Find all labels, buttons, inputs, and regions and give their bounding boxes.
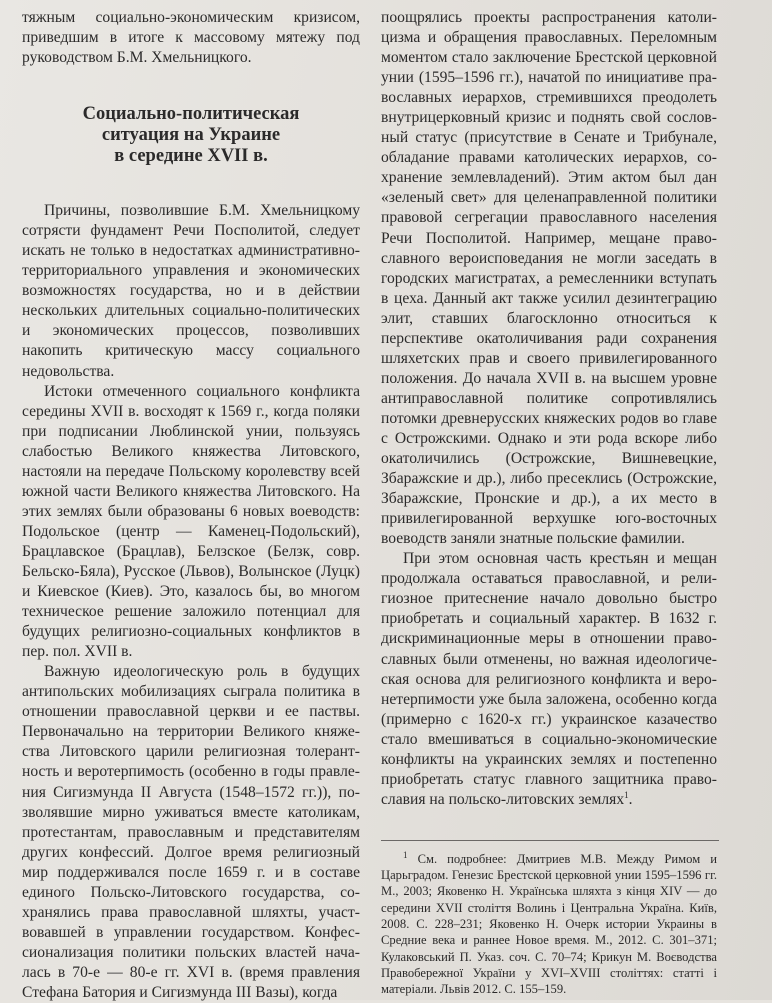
footnote [381, 851, 717, 998]
footnote-reference: 1 [624, 789, 629, 800]
paragraph: Важную идеологическую роль в будущих антипольских мобилизациях сыграла политика в отношении православной церкви и ее паствы. Первоначально на территории Великого княжества Литовского царили религиозная толерантность и веротерпимость (особенно в годы правления Сигизмунда II Августа (1548–1572 гг.)), позволявшие мирно уживаться вместе католикам, протестантам, православным и представителям других конфессий. Долгое время религиозный мир поддерживался после 1659 г. и в составе единого Польско-Литовского государства, сохранялись права православной шляхты, участвовавшей в управлении государством. Конфессионализация политики польских властей началась в 70-е — 80-е гг. XVI в. (время правления Стефана Батория и Сигизмунда III Вазы), когда [22, 663, 360, 1001]
footnote-mark: 1 [403, 849, 408, 860]
right-column [381, 8, 717, 998]
paragraph: поощрялись проекты распространения католицизма и обращения православных. Переломным моментом стало заключение Брестской церковной унии (1595–1596 гг.), начатой по инициативе православных иерархов, стремившихся преодолеть внутрицерковный кризис и поднять свой сословный статус (присутствие в Сенате и Трибунале, обладание правами католических иерархов, сохранение землевладений). Этим актом был дан «зеленый свет» для целенаправленной политики правовой сегрегации православного населения Речи Посполитой. Например, мещане православного вероисповедания не могли заседать в городских магистратах, а ремесленники вступать в цеха. Данный акт также усилил дезинтеграцию элит, ставших благосклонно относиться к перспективе окатоличивания ради сохранения шляхетских прав и своего привилегированного положения. До начала XVII в. на высшем уровне антиправославной политике сопротивлялись потомки древнерусских княжеских родов во главе с Острожскими. Однако и эти рода вскоре либо окатоличились (Острожские, Вишневецкие, Збаражские и др.), либо пресеклись (Острожские, Збаражские, Пронские и др.), а их место в привилегированной верхушке юго-восточных воеводств заняли знатные польские фамилии. [381, 9, 717, 548]
paragraph: При этом основная часть крестьян и мещан продолжала оставаться православной, и религиозное притеснение начало довольно быстро приобретать и социальный характер. В 1632 г. дискриминационные меры в отношении православных были отменены, но важная идеологическая основа для религиозного конфликта и веронетерпимости уже была заложена, особенно когда (примерно с 1620-х гг.) украинское казачество стало вмешиваться в социально-экономические конфликты на украинских землях и постепенно приобретать статус главного защитника православия на польско-литовских землях$^1$. [381, 550, 717, 808]
footnote-divider [381, 840, 719, 841]
heading-line: в середине XVII в. [114, 146, 268, 167]
paragraph: Истоки отмеченного социального конфликта середины XVII в. восходят к 1569 г., когда поляки при подписании Люблинской унии, пользуясь слабостью Великого княжества Литовского, настояли на передаче Польскому королевству всей южной части Великого княжества Литовского. На этих землях были образованы 6 новых воеводств: Подольское (центр — Каменец-Подольский), Брацлавское (Брацлав), Белзское (Белзк, совр. Бельско-Бяла), Русское (Львов), Волынское (Луцк) и Киевское (Киев). Это, казалось бы, во многом техническое решение заложило потенциал для будущих религиозно-социальных конфликтов в пер. пол. XVII в. [22, 382, 360, 661]
heading-line: ситуация на Украине [101, 125, 281, 146]
paragraph-text: При этом основная часть крестьян и мещан продолжала оставаться православной, и религиозное притеснение начало довольно быстро приобретать и социальный характер. В 1632 г. дискриминационные меры в отношении православных были отменены, но важная идеологическая основа для религиозного конфликта и веронетерпимости уже была заложена, особенно когда (примерно с 1620-х гг.) украинское казачество стало вмешиваться в социально-экономические конфликты на украинских землях и постепенно приобретать статус главного защитника православия на польско-литовских землях [381, 550, 717, 808]
left-column [22, 8, 360, 1003]
paragraph: Причины, позволившие Б.М. Хмельницкому сотрясти фундамент Речи Посполитой, следует искать не только в недостатках административно-территориального управления и экономических возможностях государства, но и в действии нескольких длительных социально-политических и экономических процессов, позволивших накопить критическую массу социального недовольства. [22, 202, 360, 380]
intro-paragraph: тяжным социально-экономическим кризисом, приведшим в итоге к массовому мятежу под руководством Б.М. Хмельницкого. [22, 9, 360, 67]
heading-line: Социально-политическая [82, 104, 300, 125]
section-heading [22, 104, 360, 167]
footnote-text: См. подробнее: Дмитриев М.В. Между Римом и Царьградом. Генезис Брестской церковной унии 1595–1596 гг. М., 2003; Яковенко Н. Українська шляхта з кінця XIV — до середини XVII століття Волинь і Центральна Україна. Київ, 2008. С. 228–231; Яковенко Н. Очерк истории Украины в Средние века и раннее Новое время. М., 2012. С. 301–371; Кулаковський П. Указ. соч. С. 70–74; Крикун М. Воєводства Правобережної України у XVI–XVIII століттях: статті і матеріали. Львів 2012. С. 155–159. [381, 851, 717, 997]
